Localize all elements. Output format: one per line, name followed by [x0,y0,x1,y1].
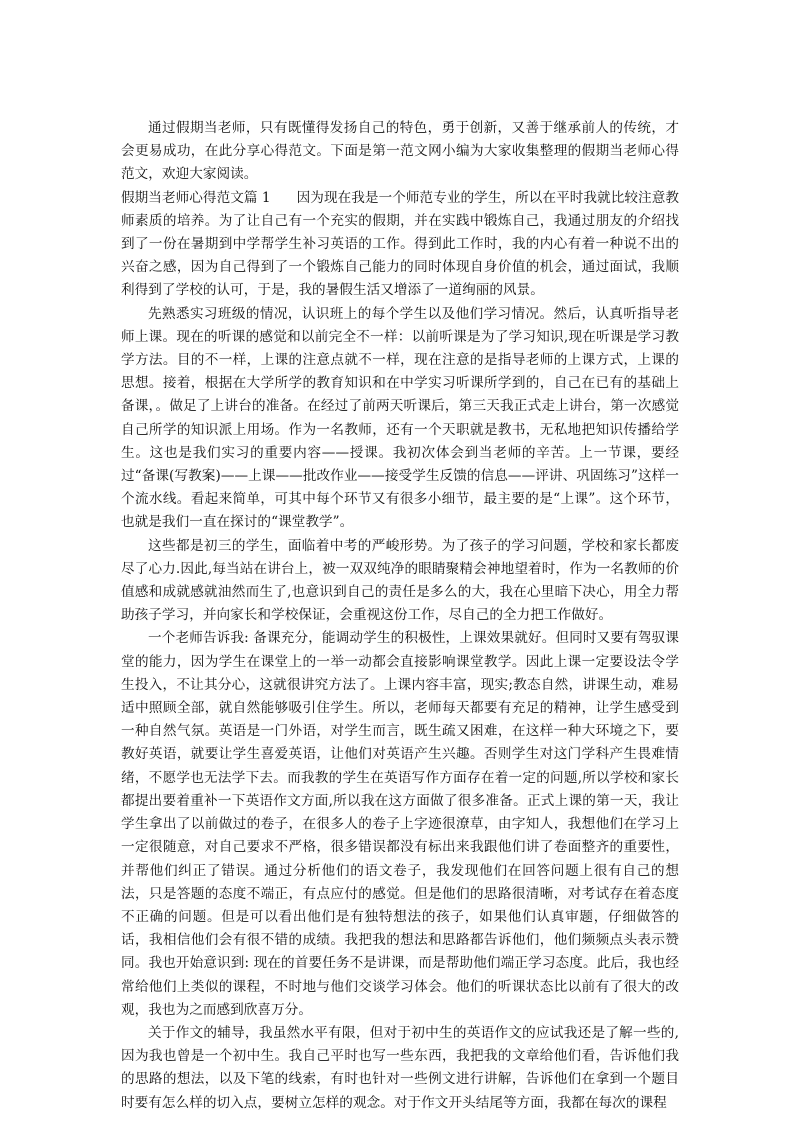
body-paragraph: 这些都是初三的学生，面临着中考的严峻形势。为了孩子的学习问题，学校和家长都废尽了心力.因此,每当站在讲台上，被一双双纯净的眼睛聚精会神地望着时，作为一名教师的价值感和成就感就油然而生了,也意识到自己的责任是多么的大，我在心里暗下决心，用全力帮助孩子学习，并向家长和学校保证，会重视这份工作，尽自己的全力把工作做好。 [121,537,679,624]
body-paragraph: 一个老师告诉我: 备课充分，能调动学生的积极性，上课效果就好。但同时又要有驾驭课堂的能力，因为学生在课堂上的一举一动都会直接影响课堂教学。因此上课一定要设法令学生投入，不让其分心，这就很讲究方法了。上课内容丰富，现实;教态自然，讲课生动，难易适中照顾全部，就自然能够吸引住学生。所以，老师每天都要有充足的精神，让学生感受到一种自然气氛。英语是一门外语，对学生而言，既生疏又困难，在这样一种大环境之下，要教好英语，就要让学生喜爱英语，让他们对英语产生兴趣。否则学生对这门学科产生畏难情绪，不愿学也无法学下去。而我教的学生在英语写作方面存在着一定的问题,所以学校和家长都提出要着重补一下英语作文方面,所以我在这方面做了很多准备。正式上课的第一天，我让学生拿出了以前做过的卷子，在很多人的卷子上字迹很潦草，由字知人，我想他们在学习上一定很随意，对自己要求不严格，很多错误都没有标出来我跟他们讲了卷面整齐的重要性，并帮他们纠正了错误。通过分析他们的语文卷子，我发现他们在回答问题上很有自己的想法，只是答题的态度不端正，有点应付的感觉。但是他们的思路很清晰，对考试存在着态度不正确的问题。但是可以看出他们是有独特想法的孩子，如果他们认真审题，仔细做答的话，我相信他们会有很不错的成绩。我把我的想法和思路都告诉他们，他们频频点头表示赞同。我也开始意识到: 现在的首要任务不是讲课，而是帮助他们端正学习态度。此后，我也经常给他们上类似的课程，不时地与他们交谈学习体会。他们的听课状态比以前有了很大的改观，我也为之而感到欣喜万分。 [121,630,679,1018]
document-body [121,117,679,1115]
first-paragraph-text: 因为现在我是一个师范专业的学生，所以在平时我就比较注意教师素质的培养。为了让自己有一个充实的假期，并在实践中锻炼自己，我通过朋友的介绍找到了一份在暑期到中学帮学生补习英语的工作。得到此工作时，我的内心有着一种说不出的兴奋之感，因为自己得到了一个锻炼自己能力的同时体现自身价值的机会，通过面试，我顺利得到了学校的认可，于是，我的暑假生活又增添了一道绚丽的风景。 [121,189,679,299]
body-paragraph: 先熟悉实习班级的情况，认识班上的每个学生以及他们学习情况。然后，认真听指导老师上课。现在的听课的感觉和以前完全不一样：以前听课是为了学习知识,现在听课是学习教学方法。目的不一样，上课的注意点就不一样，现在注意的是指导老师的上课方式，上课的思想。接着，根据在大学所学的教育知识和在中学实习听课所学到的，自己在已有的基础上备课，。做足了上讲台的准备。在经过了前两天听课后，第三天我正式走上讲台，第一次感觉自己所学的知识派上用场。作为一名教师，还有一个天职就是教书，无私地把知识传播给学生。这也是我们实习的重要内容——授课。我初次体会到当老师的辛苦。上一节课，要经过“备课(写教案)——上课——批改作业——接受学生反馈的信息——评讲、巩固练习”这样一个流水线。看起来简单，可其中每个环节又有很多小细节，最主要的是“上课”。这个环节，也就是我们一直在探讨的“课堂教学”。 [121,305,679,531]
first-article-paragraph [121,187,679,303]
intro-paragraph: 通过假期当老师，只有既懂得发扬自己的特色，勇于创新，又善于继承前人的传统，才会更易成功，在此分享心得范文。下面是第一范文网小编为大家收集整理的假期当老师心得范文，欢迎大家阅读。 [121,120,679,183]
article-heading: 假期当老师心得范文篇 1 [121,189,271,206]
body-paragraph: 关于作文的辅导，我虽然水平有限，但对于初中生的英语作文的应试我还是了解一些的,因为我也曾是一个初中生。我自己平时也写一些东西，我把我的文章给他们看，告诉他们我的思路的想法，以及下笔的线索，有时也针对一些例文进行讲解，告诉他们在拿到一个题目时要有怎么样的切入点，要树立怎样的观念。对于作文开头结尾等方面，我都在每次的课程 [121,1024,679,1111]
